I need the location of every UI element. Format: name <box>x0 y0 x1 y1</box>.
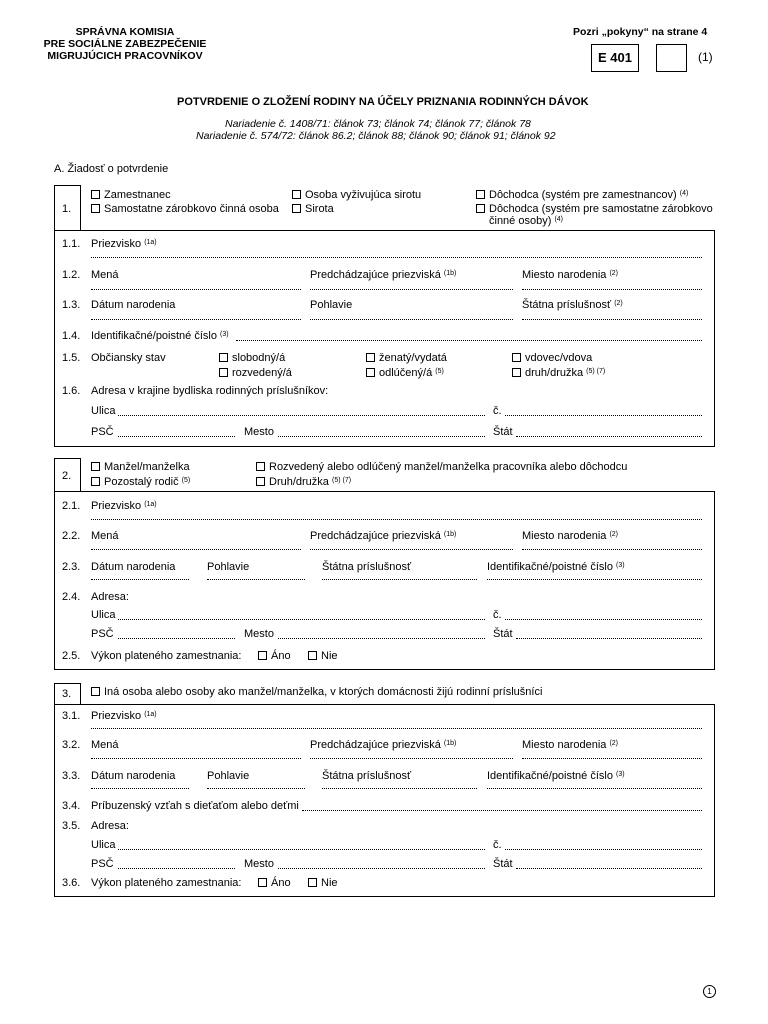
label: Pozostalý rodič <box>104 476 179 488</box>
footnote: (2) <box>614 300 623 307</box>
label: Osoba vyživujúca sirotu <box>305 189 422 201</box>
id-number-field[interactable] <box>487 579 702 580</box>
footnote: (5) (7) <box>331 477 352 484</box>
birth-date-label: Dátum narodenia <box>91 561 176 573</box>
cb-spouse[interactable] <box>91 461 190 473</box>
checkbox[interactable] <box>258 878 267 887</box>
city-field[interactable] <box>278 868 485 869</box>
postcode-label: PSČ <box>91 628 114 640</box>
label: Nie <box>321 877 338 889</box>
checkbox[interactable] <box>476 204 485 213</box>
checkbox[interactable] <box>256 477 265 486</box>
state-field[interactable] <box>516 436 702 437</box>
previous-surnames-field[interactable] <box>310 549 513 550</box>
footnote: (4) <box>554 216 563 223</box>
text: Priezvisko <box>91 500 142 512</box>
org-line-2: PRE SOCIÁLNE ZABEZPEČENIE <box>43 38 207 50</box>
nationality-label <box>522 299 623 311</box>
birthplace-label <box>522 269 618 281</box>
birth-date-field[interactable] <box>91 319 301 320</box>
sex-label: Pohlavie <box>207 770 250 782</box>
row-num: 3.5. <box>62 820 81 832</box>
cb-employment-no[interactable] <box>308 877 338 889</box>
label: odlúčený/á <box>379 367 433 379</box>
text: Priezvisko <box>91 238 142 250</box>
text: Identifikačné/poistné číslo <box>487 561 613 573</box>
footnote: (1a) <box>144 501 157 508</box>
postcode-field[interactable] <box>118 638 235 639</box>
surname-label <box>91 500 157 512</box>
cb-pensioner-employees[interactable] <box>476 189 688 201</box>
house-number-field[interactable] <box>505 849 702 850</box>
checkbox[interactable] <box>256 462 265 471</box>
sex-field[interactable] <box>207 788 305 789</box>
cb-surviving-parent[interactable] <box>91 476 190 488</box>
family-address-label: Adresa v krajine bydliska rodinných príslušníkov: <box>91 385 329 397</box>
row-num: 2.4. <box>62 591 81 603</box>
city-field[interactable] <box>278 638 485 639</box>
previous-surnames-label <box>310 269 456 281</box>
birthplace-field[interactable] <box>522 549 702 550</box>
row-num: 1.1. <box>62 238 81 250</box>
first-names-label: Mená <box>91 269 119 281</box>
label: Rozvedený alebo odlúčený manžel/manželka pracovníka alebo dôchodcu <box>269 461 628 473</box>
footnote: (5) (7) <box>586 368 606 375</box>
page-title: POTVRDENIE O ZLOŽENÍ RODINY NA ÚČELY PRIZNANIA RODINNÝCH DÁVOK <box>177 96 589 108</box>
state-field[interactable] <box>516 868 702 869</box>
birthplace-field[interactable] <box>522 289 702 290</box>
text: Predchádzajúce priezviská <box>310 530 441 542</box>
row-num: 3.3. <box>62 770 81 782</box>
birth-date-label: Dátum narodenia <box>91 299 176 311</box>
see-instructions: Pozri „pokyny“ na strane 4 <box>573 26 708 38</box>
checkbox[interactable] <box>292 190 301 199</box>
footnote: (1b) <box>443 531 457 538</box>
label: Nie <box>321 650 338 662</box>
surname-label <box>91 710 157 722</box>
city-label: Mesto <box>244 858 274 870</box>
cb-employment-yes[interactable] <box>258 650 291 662</box>
cb-pensioner-self-employed-cont <box>489 215 563 227</box>
civil-status-label: Občiansky stav <box>91 352 166 364</box>
first-names-label: Mená <box>91 530 119 542</box>
paid-employment-label: Výkon plateného zamestnania: <box>91 650 242 662</box>
street-label: Ulica <box>91 609 116 621</box>
postcode-field[interactable] <box>118 868 235 869</box>
birth-date-field[interactable] <box>91 788 189 789</box>
form-code-extension-box[interactable] <box>656 44 687 72</box>
cb-zamestnanec[interactable] <box>91 189 171 201</box>
state-label: Štát <box>493 858 513 870</box>
text: Identifikačné/poistné číslo <box>91 330 217 342</box>
surname-field[interactable] <box>91 728 702 729</box>
checkbox[interactable] <box>308 878 317 887</box>
previous-surnames-label <box>310 739 456 751</box>
row-num: 2.1. <box>62 500 81 512</box>
first-names-field[interactable] <box>91 758 301 759</box>
footnote: (3) <box>220 331 229 338</box>
street-label: Ulica <box>91 839 116 851</box>
checkbox[interactable] <box>219 368 228 377</box>
cb-divorced-spouse[interactable] <box>256 461 627 473</box>
cb-single[interactable] <box>219 352 285 364</box>
nationality-field[interactable] <box>322 788 477 789</box>
house-number-field[interactable] <box>505 415 702 416</box>
cb-orphan[interactable] <box>292 203 334 215</box>
label: Sirota <box>305 203 334 215</box>
label: rozvedený/á <box>232 367 292 379</box>
footnote: (1b) <box>443 270 457 277</box>
city-label: Mesto <box>244 628 274 640</box>
street-label: Ulica <box>91 405 116 417</box>
id-number-label <box>487 770 625 782</box>
checkbox[interactable] <box>366 368 375 377</box>
label: Dôchodca (systém pre zamestnancov) <box>489 189 677 201</box>
checkbox[interactable] <box>91 477 100 486</box>
cb-separated[interactable] <box>366 367 444 379</box>
checkbox[interactable] <box>258 651 267 660</box>
row-num: 2.5. <box>62 650 81 662</box>
row-num: 2.2. <box>62 530 81 542</box>
cb-other-person[interactable] <box>91 686 542 698</box>
birth-date-field[interactable] <box>91 579 189 580</box>
state-label: Štát <box>493 628 513 640</box>
checkbox[interactable] <box>91 687 100 696</box>
cb-partner-2[interactable] <box>256 476 351 488</box>
text: Miesto narodenia <box>522 269 607 281</box>
cb-divorced[interactable] <box>219 367 292 379</box>
checkbox[interactable] <box>512 353 521 362</box>
postcode-field[interactable] <box>118 436 235 437</box>
first-names-field[interactable] <box>91 549 301 550</box>
birthplace-label <box>522 530 618 542</box>
row-num: 1.3. <box>62 299 81 311</box>
street-field[interactable] <box>118 849 485 850</box>
surname-field[interactable] <box>91 519 702 520</box>
state-field[interactable] <box>516 638 702 639</box>
first-names-field[interactable] <box>91 289 301 290</box>
previous-surnames-field[interactable] <box>310 758 513 759</box>
footnote: (3) <box>616 562 625 569</box>
checkbox[interactable] <box>91 204 100 213</box>
id-number-label <box>91 330 229 342</box>
text: Štátna príslušnosť <box>522 299 612 311</box>
row-num: 2.3. <box>62 561 81 573</box>
label: činné osoby) <box>489 215 552 227</box>
sex-field[interactable] <box>310 319 513 320</box>
checkbox[interactable] <box>292 204 301 213</box>
org-line-3: MIGRUJÚCICH PRACOVNÍKOV <box>47 50 203 62</box>
cb-employment-no[interactable] <box>308 650 338 662</box>
house-number-label: č. <box>493 405 502 417</box>
cb-married[interactable] <box>366 352 447 364</box>
row-num: 3.2. <box>62 739 81 751</box>
form-code: E 401 <box>591 44 639 72</box>
section-3-number: 3. <box>62 688 72 700</box>
row-num: 3.4. <box>62 800 81 812</box>
footnote: (1a) <box>144 711 157 718</box>
label: Druh/družka <box>269 476 329 488</box>
nationality-label: Štátna príslušnosť <box>322 770 412 782</box>
checkbox[interactable] <box>219 353 228 362</box>
birthplace-label <box>522 739 618 751</box>
text: Predchádzajúce priezviská <box>310 269 441 281</box>
footnote: (5) <box>435 368 444 375</box>
house-number-label: č. <box>493 839 502 851</box>
sex-label: Pohlavie <box>207 561 250 573</box>
footnote: (1a) <box>144 239 157 246</box>
cb-widowed[interactable] <box>512 352 592 364</box>
issuing-organization <box>40 26 210 62</box>
regulation-line-2: Nariadenie č. 574/72: článok 86.2; článok 88; článok 90; článok 91; článok 92 <box>196 130 556 142</box>
section-1-number: 1. <box>62 203 72 215</box>
row-num: 3.1. <box>62 710 81 722</box>
cb-pensioner-self-employed[interactable] <box>476 203 713 215</box>
id-number-field[interactable] <box>236 340 702 341</box>
address-label: Adresa: <box>91 591 129 603</box>
regulation-line-1: Nariadenie č. 1408/71: článok 73; článok 74; článok 77; článok 78 <box>225 118 531 130</box>
postcode-label: PSČ <box>91 858 114 870</box>
label: Áno <box>271 877 291 889</box>
label: vdovec/vdova <box>525 352 593 364</box>
previous-surnames-field[interactable] <box>310 289 513 290</box>
address-label: Adresa: <box>91 820 129 832</box>
surname-field[interactable] <box>91 257 702 258</box>
text: Priezvisko <box>91 710 142 722</box>
footnote-ref: (1) <box>698 50 713 64</box>
label: Zamestnanec <box>104 189 171 201</box>
footnote: (4) <box>679 190 689 197</box>
city-field[interactable] <box>278 436 485 437</box>
sex-field[interactable] <box>207 579 305 580</box>
label: druh/družka <box>525 367 584 379</box>
id-number-label <box>487 561 625 573</box>
footnote: (2) <box>609 531 619 538</box>
label: Iná osoba alebo osoby ako manžel/manželka, v ktorých domácnosti žijú rodinní príslušníci <box>104 686 543 698</box>
sex-label: Pohlavie <box>310 299 353 311</box>
previous-surnames-label <box>310 530 456 542</box>
footnote: (2) <box>609 270 619 277</box>
section-2-box <box>54 491 715 670</box>
checkbox[interactable] <box>91 462 100 471</box>
cb-employment-yes[interactable] <box>258 877 291 889</box>
text: Predchádzajúce priezviská <box>310 739 441 751</box>
footnote: (5) <box>181 477 191 484</box>
footnote: (1b) <box>443 740 457 747</box>
label: Dôchodca (systém pre samostatne zárobkovo <box>489 203 713 215</box>
postcode-label: PSČ <box>91 426 114 438</box>
label: ženatý/vydatá <box>379 352 447 364</box>
checkbox[interactable] <box>512 368 521 377</box>
label: slobodný/á <box>232 352 286 364</box>
checkbox[interactable] <box>476 190 485 199</box>
relationship-label: Príbuzenský vzťah s dieťaťom alebo deťmi <box>91 800 299 812</box>
birth-date-label: Dátum narodenia <box>91 770 176 782</box>
checkbox[interactable] <box>366 353 375 362</box>
checkbox[interactable] <box>308 651 317 660</box>
label: Manžel/manželka <box>104 461 190 473</box>
surname-label <box>91 238 157 250</box>
street-field[interactable] <box>118 415 485 416</box>
row-num: 3.6. <box>62 877 81 889</box>
cb-self-employed[interactable] <box>91 203 279 215</box>
label: Áno <box>271 650 291 662</box>
text: Miesto narodenia <box>522 530 607 542</box>
first-names-label: Mená <box>91 739 119 751</box>
section-2-number: 2. <box>62 470 72 482</box>
text: Identifikačné/poistné číslo <box>487 770 613 782</box>
row-num: 1.5. <box>62 352 81 364</box>
cb-partner[interactable] <box>512 367 605 379</box>
house-number-label: č. <box>493 609 502 621</box>
nationality-label: Štátna príslušnosť <box>322 561 412 573</box>
text: Miesto narodenia <box>522 739 607 751</box>
label: Samostatne zárobkovo činná osoba <box>104 203 279 215</box>
state-label: Štát <box>493 426 513 438</box>
footnote: (2) <box>609 740 619 747</box>
row-num: 1.6. <box>62 385 81 397</box>
id-number-field[interactable] <box>487 788 702 789</box>
checkbox[interactable] <box>91 190 100 199</box>
birthplace-field[interactable] <box>522 758 702 759</box>
page-number: 1 <box>703 985 716 998</box>
row-num: 1.4. <box>62 330 81 342</box>
house-number-field[interactable] <box>505 619 702 620</box>
row-num: 1.2. <box>62 269 81 281</box>
footnote: (3) <box>616 771 625 778</box>
paid-employment-label: Výkon plateného zamestnania: <box>91 877 242 889</box>
nationality-field[interactable] <box>322 579 477 580</box>
nationality-field[interactable] <box>522 319 702 320</box>
org-line-1: SPRÁVNA KOMISIA <box>75 26 175 38</box>
relationship-field[interactable] <box>302 810 702 811</box>
city-label: Mesto <box>244 426 274 438</box>
street-field[interactable] <box>118 619 485 620</box>
section-a-title: A. Žiadosť o potvrdenie <box>54 163 169 175</box>
cb-orphan-supporter[interactable] <box>292 189 421 201</box>
